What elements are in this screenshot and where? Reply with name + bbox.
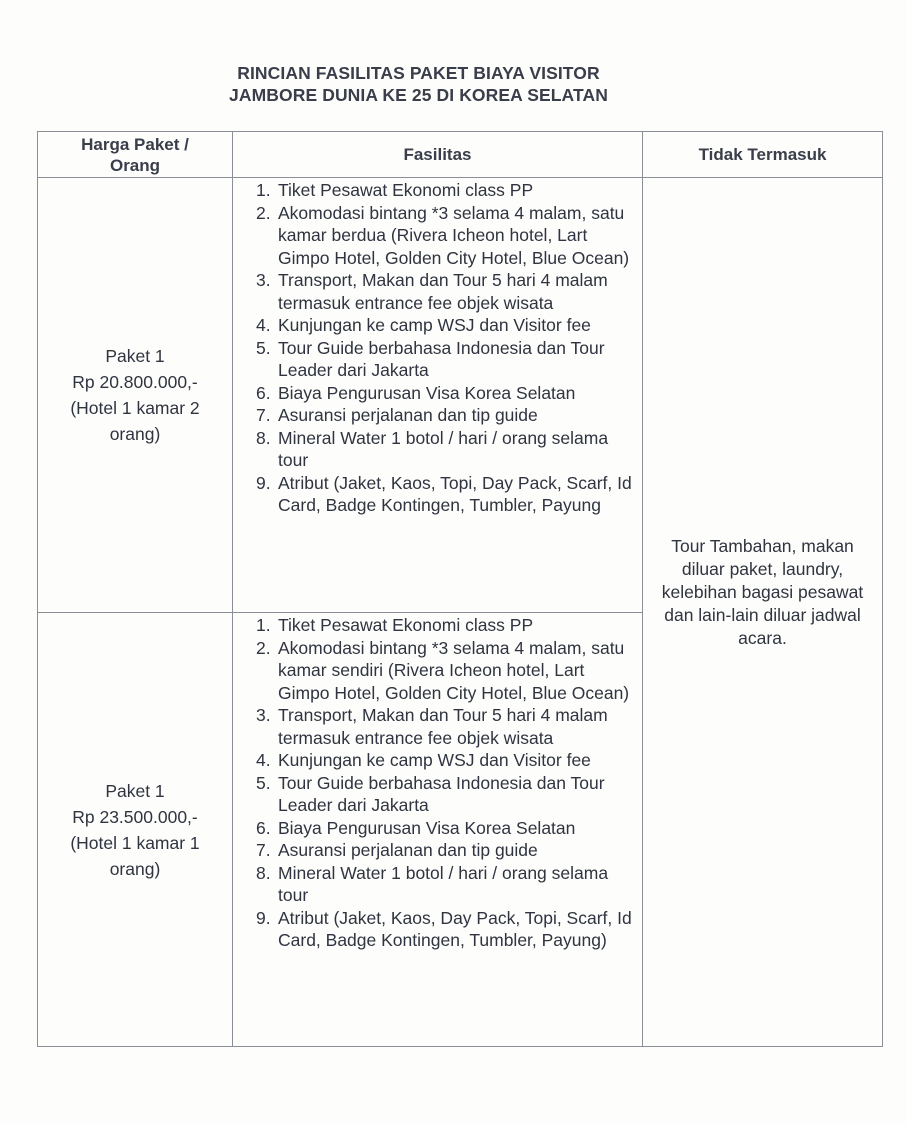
facility-item	[233, 314, 642, 337]
title-line-2: JAMBORE DUNIA KE 25 DI KOREA SELATAN	[229, 85, 608, 105]
package-row-1	[38, 178, 883, 613]
facility-number: 9.	[256, 472, 271, 493]
facility-item	[233, 427, 642, 472]
facility-item	[233, 817, 642, 840]
facility-number: 2.	[256, 202, 271, 223]
facility-item	[233, 614, 642, 637]
facility-text: Asuransi perjalanan dan tip guide	[278, 840, 538, 860]
facility-number: 1.	[256, 180, 271, 200]
facility-item	[233, 772, 642, 817]
package-2-facilities-cell	[233, 613, 643, 1047]
facility-item	[233, 704, 642, 749]
excluded-text: Tour Tambahan, makan diluar paket, laundry, kelebihan bagasi pesawat dan lain-lain diluar jadwal acara.	[661, 535, 864, 648]
facility-text: Asuransi perjalanan dan tip guide	[278, 405, 538, 425]
package-2-name: Paket 1	[105, 780, 165, 801]
facility-text: Mineral Water 1 botol / hari / orang selama tour	[278, 427, 609, 470]
facility-number: 2.	[256, 637, 271, 658]
facility-text: Akomodasi bintang *3 selama 4 malam, satu kamar sendiri (Rivera Icheon hotel, Lart Gimpo Hotel, Golden City Hotel, Blue Ocean)	[278, 637, 630, 703]
facility-number: 6.	[256, 817, 271, 838]
header-facilities: Fasilitas	[233, 132, 643, 178]
package-1-facilities-cell	[233, 178, 643, 613]
header-row	[38, 132, 883, 178]
header-excluded: Tidak Termasuk	[643, 132, 883, 178]
facility-item	[233, 907, 642, 952]
facility-number: 7.	[256, 405, 271, 425]
package-2-note: (Hotel 1 kamar 1 orang)	[70, 832, 200, 879]
facility-number: 3.	[256, 270, 271, 290]
facility-item	[233, 337, 642, 382]
facility-text: Kunjungan ke camp WSJ dan Visitor fee	[278, 750, 591, 770]
facility-number: 8.	[256, 862, 271, 883]
facility-number: 8.	[256, 427, 271, 448]
package-1-facility-list	[233, 178, 642, 517]
package-1-price: Rp 20.800.000,-	[72, 372, 198, 392]
facility-number: 4.	[256, 750, 271, 770]
package-1-name: Paket 1	[105, 346, 165, 366]
package-1-note: (Hotel 1 kamar 2 orang)	[70, 398, 200, 444]
facility-text: Biaya Pengurusan Visa Korea Selatan	[278, 382, 576, 403]
facility-number: 7.	[256, 840, 271, 860]
facility-item	[233, 179, 642, 202]
facility-text: Biaya Pengurusan Visa Korea Selatan	[278, 817, 576, 838]
facility-text: Tiket Pesawat Ekonomi class PP	[278, 615, 534, 635]
facility-item	[233, 637, 642, 705]
facility-item	[233, 862, 642, 907]
package-2-price-cell	[38, 613, 233, 1047]
facility-text: Tour Guide berbahasa Indonesia dan Tour Leader dari Jakarta	[278, 337, 605, 380]
facility-text: Tour Guide berbahasa Indonesia dan Tour Leader dari Jakarta	[278, 772, 605, 815]
package-2-price: Rp 23.500.000,-	[72, 806, 198, 827]
facility-number: 6.	[256, 382, 271, 403]
facility-number: 4.	[256, 315, 271, 335]
facility-text: Transport, Makan dan Tour 5 hari 4 malam termasuk entrance fee objek wisata	[278, 270, 608, 313]
excluded-cell	[643, 178, 883, 1047]
facility-text: Kunjungan ke camp WSJ dan Visitor fee	[278, 315, 591, 335]
document-title	[0, 62, 837, 106]
facility-item	[233, 749, 642, 772]
package-2-facility-list	[233, 613, 642, 952]
facility-item	[233, 404, 642, 427]
facility-number: 1.	[256, 615, 271, 635]
facility-item	[233, 269, 642, 314]
facility-number: 5.	[256, 337, 271, 358]
facility-item	[233, 202, 642, 270]
facility-item	[233, 472, 642, 517]
facility-text: Akomodasi bintang *3 selama 4 malam, satu kamar berdua (Rivera Icheon hotel, Lart Gimpo Hotel, Golden City Hotel, Blue Ocean)	[278, 202, 630, 268]
facility-text: Atribut (Jaket, Kaos, Topi, Day Pack, Scarf, Id Card, Badge Kontingen, Tumbler, Payung	[278, 472, 632, 515]
title-line-1: RINCIAN FASILITAS PAKET BIAYA VISITOR	[237, 63, 600, 83]
facility-number: 5.	[256, 772, 271, 793]
facility-number: 9.	[256, 907, 271, 928]
facility-text: Mineral Water 1 botol / hari / orang selama tour	[278, 862, 609, 905]
package-1-price-cell	[38, 178, 233, 613]
header-price: Harga Paket / Orang	[38, 132, 233, 178]
facility-item	[233, 839, 642, 862]
facility-text: Transport, Makan dan Tour 5 hari 4 malam termasuk entrance fee objek wisata	[278, 705, 608, 748]
package-table	[37, 131, 883, 1047]
facility-text: Atribut (Jaket, Kaos, Day Pack, Topi, Scarf, Id Card, Badge Kontingen, Tumbler, Payung)	[278, 907, 632, 950]
facility-number: 3.	[256, 705, 271, 725]
facility-text: Tiket Pesawat Ekonomi class PP	[278, 180, 534, 200]
facility-item	[233, 382, 642, 405]
